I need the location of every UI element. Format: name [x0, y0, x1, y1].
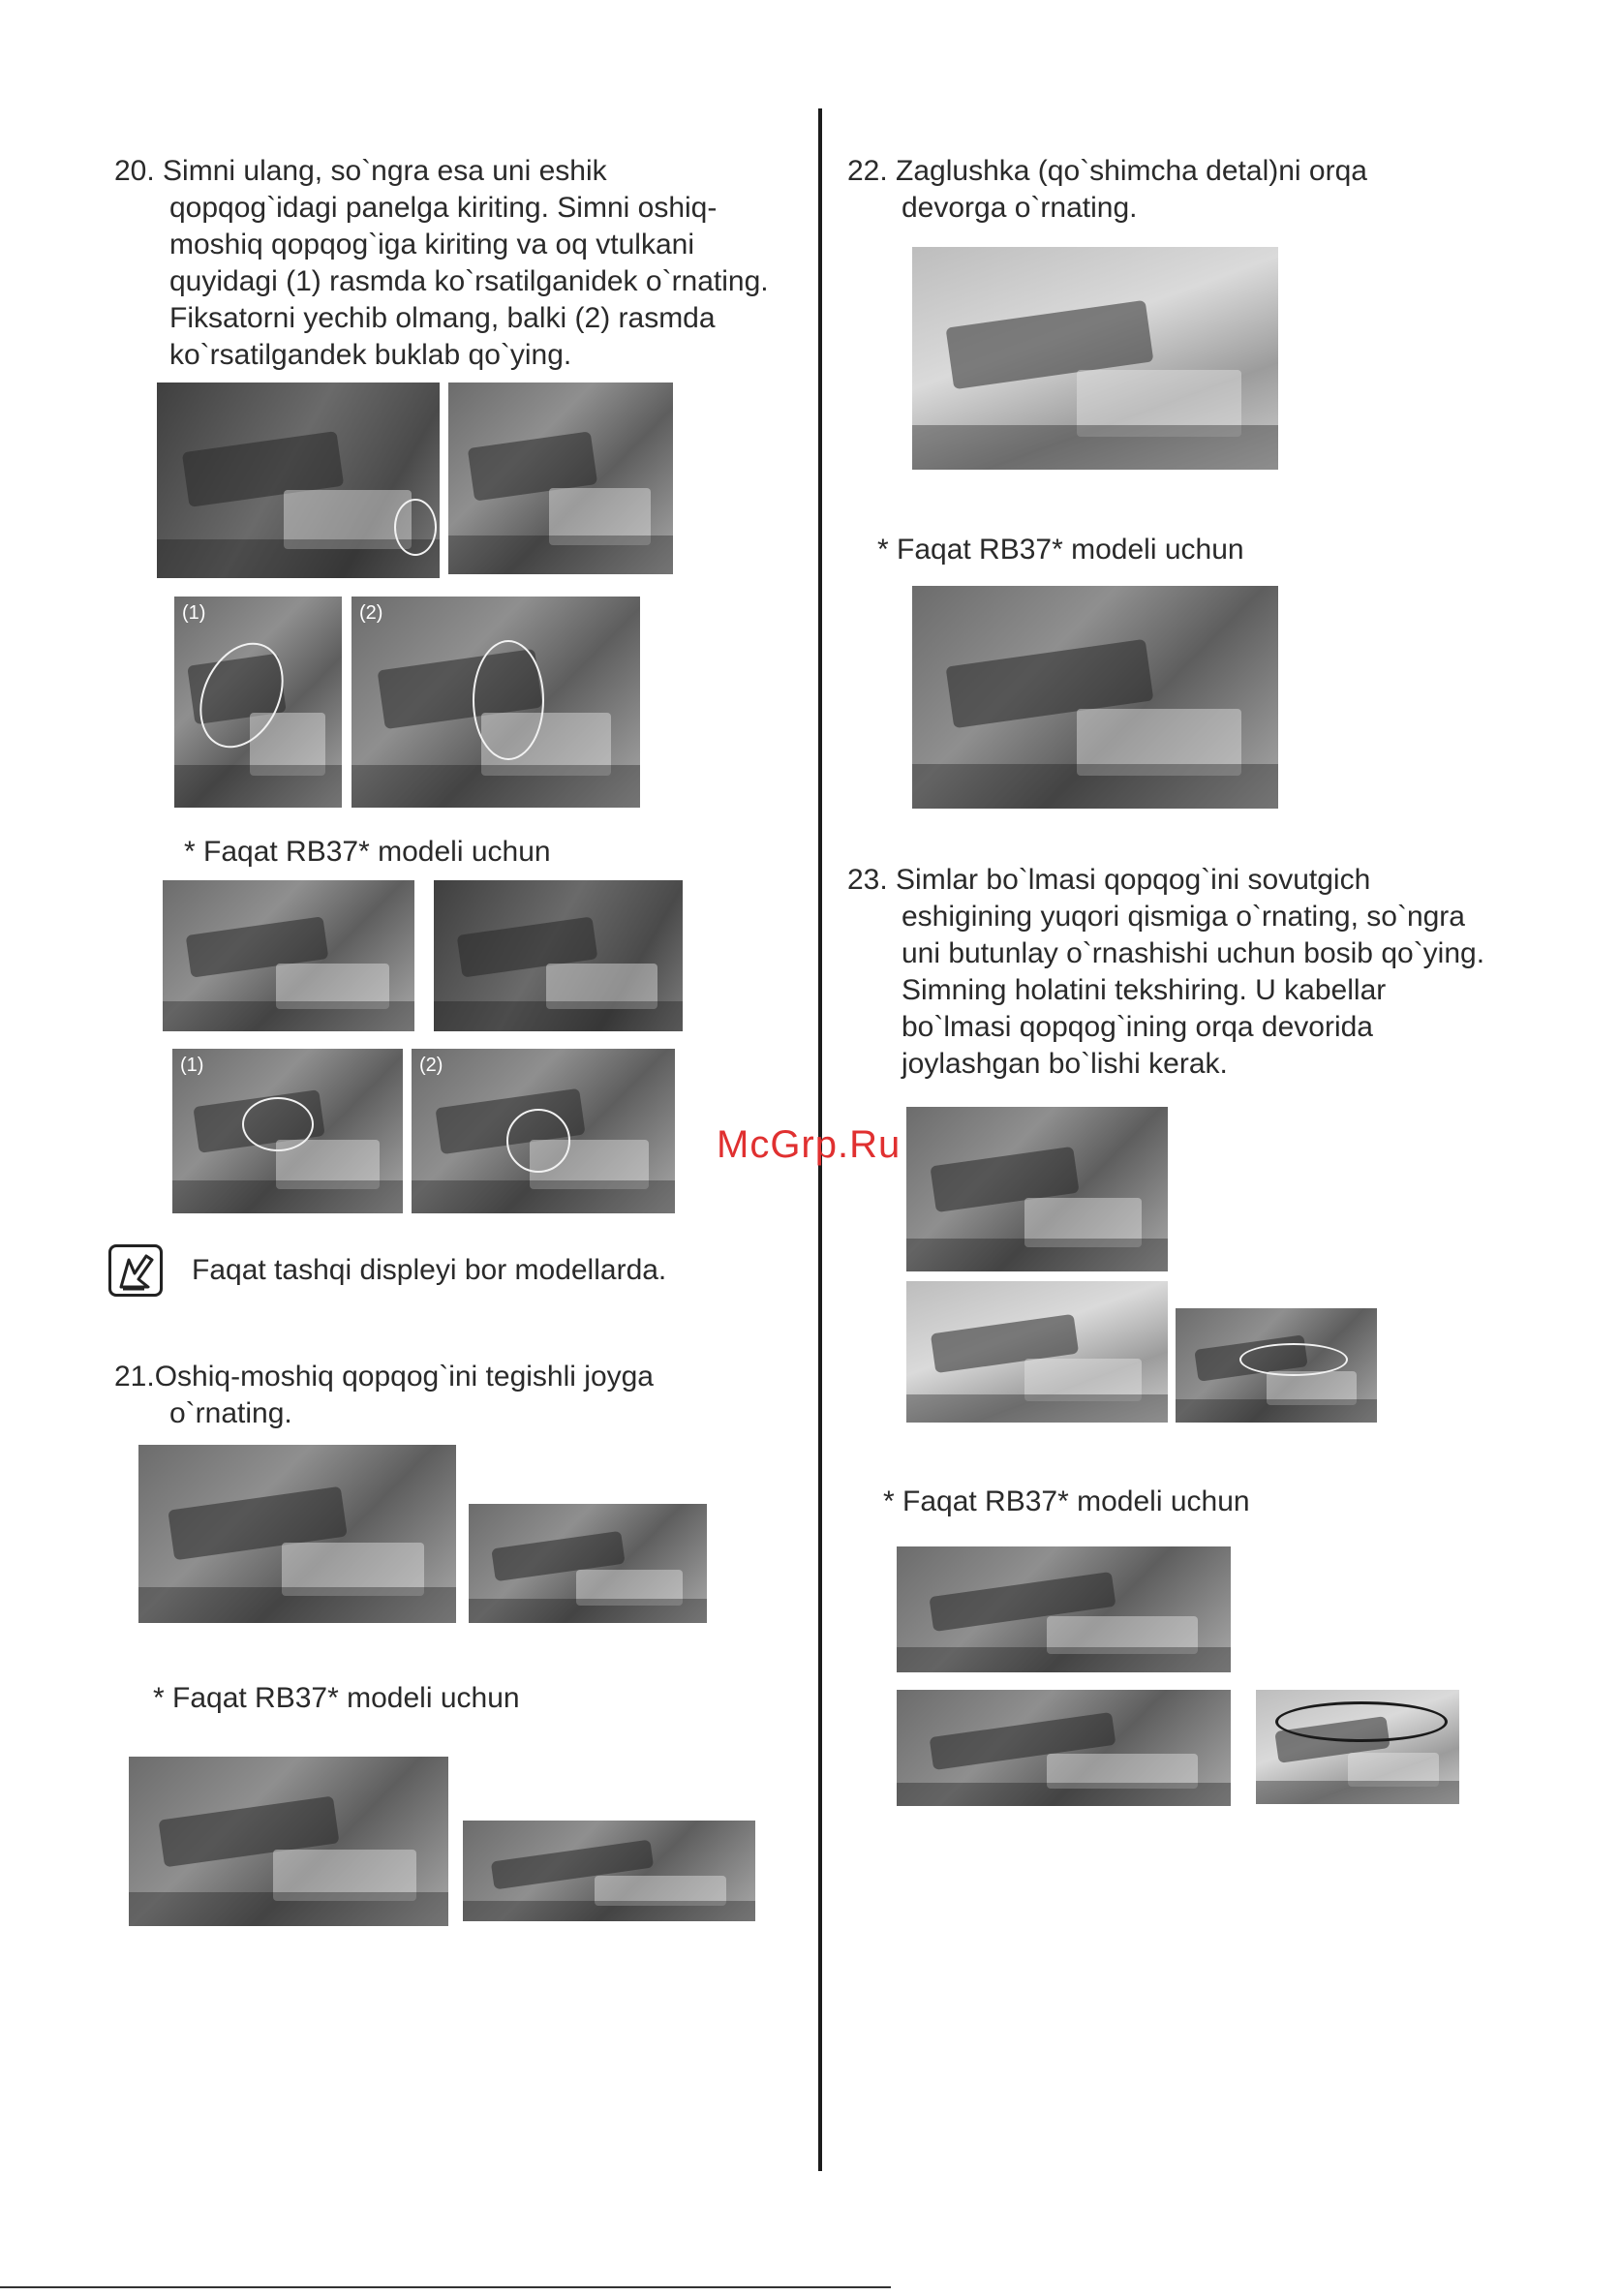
step-20-label-2: (2): [359, 602, 383, 624]
step-21-photo-left: [138, 1445, 456, 1623]
step-21-photo-right: [469, 1504, 707, 1623]
step-22-line-2: devorga o`rnating.: [902, 192, 1138, 224]
step-20-rb37-photo-1: [172, 1049, 403, 1213]
step-23-rb37-photo-top: [897, 1546, 1231, 1672]
step-22-line-1: 22. Zaglushka (qo`shimcha detal)ni orqa: [847, 155, 1367, 187]
step-20-rb37-label-2: (2): [419, 1055, 443, 1076]
display-models-note: Faqat tashqi displeyi bor modellarda.: [192, 1254, 667, 1286]
note-icon: [108, 1244, 163, 1297]
step-20-rb37-photo-top-right: [434, 880, 683, 1031]
step-20-label-1: (1): [182, 602, 206, 624]
watermark: McGrp.Ru: [717, 1123, 902, 1166]
step-20-line-6: ko`rsatilgandek buklab qo`ying.: [169, 339, 572, 371]
step-20-line-4: quyidagi (1) rasmda ko`rsatilganidek o`rnating.: [169, 265, 769, 297]
step-23-rb37-photo-bottom-right: [1256, 1690, 1459, 1804]
step-21-line-1: 21.Oshiq-moshiq qopqog`ini tegishli joyga: [114, 1361, 654, 1393]
step-23-line-5: bo`lmasi qopqog`ining orqa devorida: [902, 1011, 1373, 1043]
step-21-rb37-photo-left: [129, 1757, 448, 1926]
step-23-line-2: eshigining yuqori qismiga o`rnating, so`ngra: [902, 901, 1465, 933]
step-20-photo-top-left: [157, 383, 440, 578]
step-20-line-1: 20. Simni ulang, so`ngra esa uni eshik: [114, 155, 607, 187]
step-20-rb37-note: * Faqat RB37* modeli uchun: [184, 836, 551, 868]
step-20-photo-1: [174, 597, 342, 808]
page-bottom-line: [0, 2286, 891, 2288]
step-22-rb37-note: * Faqat RB37* modeli uchun: [877, 534, 1244, 566]
step-23-photo-bottom-left: [906, 1281, 1168, 1423]
step-20-photo-top-right: [448, 383, 673, 574]
step-23-line-3: uni butunlay o`rnashishi uchun bosib qo`ying.: [902, 937, 1485, 969]
step-20-rb37-photo-top-left: [163, 880, 414, 1031]
step-23-rb37-note: * Faqat RB37* modeli uchun: [883, 1485, 1250, 1517]
step-21-line-2: o`rnating.: [169, 1397, 292, 1429]
step-23-photo-top: [906, 1107, 1168, 1271]
step-23-rb37-photo-bottom-left: [897, 1690, 1231, 1806]
step-22-photo: [912, 247, 1278, 470]
step-21-rb37-note: * Faqat RB37* modeli uchun: [153, 1682, 520, 1714]
step-20-line-3: moshiq qopqog`iga kiriting va oq vtulkani: [169, 229, 694, 260]
step-21-rb37-photo-right: [463, 1821, 755, 1921]
step-23-line-6: joylashgan bo`lishi kerak.: [902, 1048, 1228, 1080]
step-20-line-5: Fiksatorni yechib olmang, balki (2) rasmda: [169, 302, 716, 334]
step-23-line-4: Simning holatini tekshiring. U kabellar: [902, 974, 1387, 1006]
step-20-line-2: qopqog`idagi panelga kiriting. Simni oshiq-: [169, 192, 718, 224]
step-23-line-1: 23. Simlar bo`lmasi qopqog`ini sovutgich: [847, 864, 1371, 896]
step-20-rb37-label-1: (1): [180, 1055, 204, 1076]
step-22-rb37-photo: [912, 586, 1278, 809]
step-20-rb37-photo-2: [412, 1049, 675, 1213]
step-23-photo-bottom-right: [1176, 1308, 1377, 1423]
step-20-photo-2: [352, 597, 640, 808]
